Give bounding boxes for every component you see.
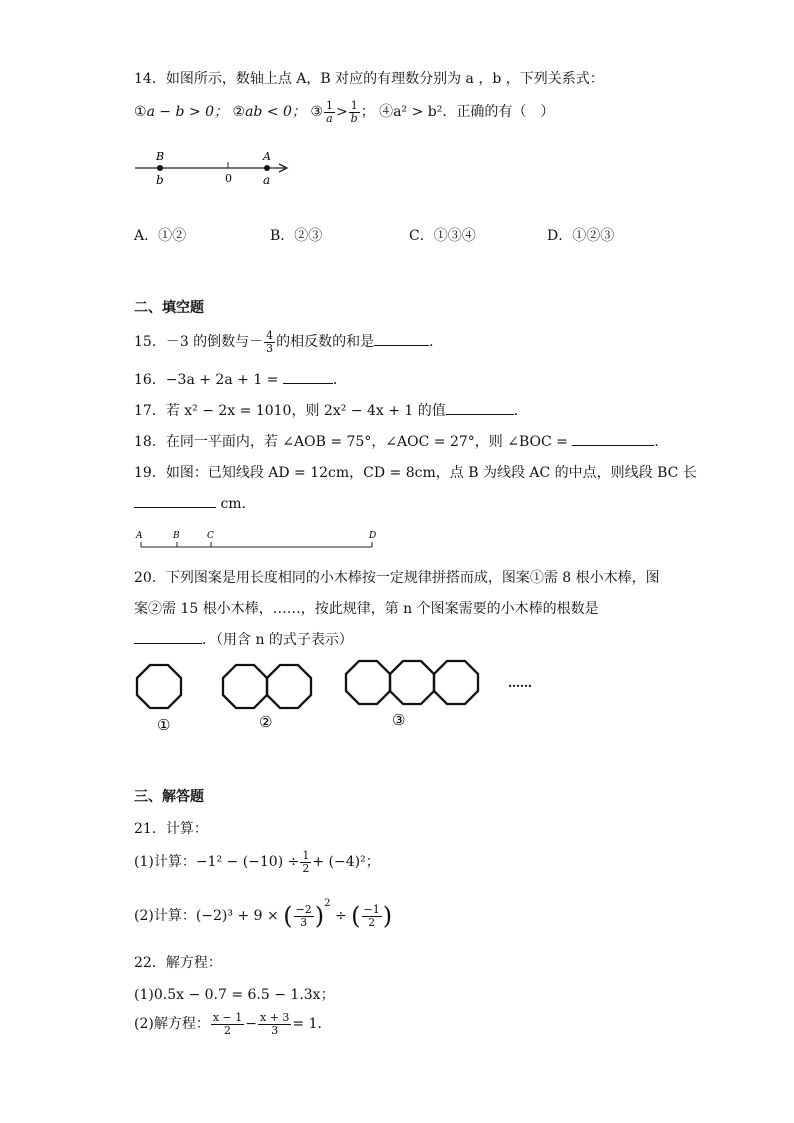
q15-text-a: 15．－3 的倒数与－ <box>134 334 264 351</box>
q16-end: ． <box>332 372 347 388</box>
option-d[interactable]: D．①②③ <box>547 228 615 244</box>
q22-part1: (1)0.5x − 0.7 = 6.5 − 1.3x； <box>134 987 335 1003</box>
q16-text: 16．−3a + 2a + 1 = <box>134 372 279 388</box>
q19-answer-line <box>134 493 256 513</box>
q16-answer-blank[interactable] <box>283 369 333 384</box>
label-seg-A: A <box>136 531 143 541</box>
q22-minus: − <box>245 1016 257 1033</box>
q21-p1-frac: $\frac{1}{2}$ <box>302 849 310 875</box>
q14-cond4: a² > b²．正确的有（ ） <box>393 104 555 121</box>
section-title-solve: 三、解答题 <box>134 789 204 805</box>
q19-answer-blank[interactable] <box>134 493 216 508</box>
point-b-dot <box>157 165 163 171</box>
point-a-dot <box>264 165 270 171</box>
octagon-fig1 <box>137 665 181 708</box>
q15-end: ． <box>429 334 444 351</box>
q21-p1-b: + (−4)²； <box>312 854 380 871</box>
label-b: b <box>156 173 164 187</box>
octagon-fig2-b <box>267 665 311 708</box>
q15 <box>134 330 443 354</box>
circled-2: ② <box>232 104 246 121</box>
q14-gt: > <box>335 104 348 121</box>
q14-cond3-end: ； <box>360 104 375 121</box>
q14-frac-1a: $\frac{1}{a}$ <box>325 99 333 125</box>
q21-p1-a: (1)计算：−1² − (−10) ÷ <box>134 854 300 871</box>
q20-line3-text: ．（用含 n 的式子表示） <box>202 632 353 648</box>
q19-unit: cm． <box>220 496 256 512</box>
number-line-figure <box>130 148 295 190</box>
q22-p2-a: (2)解方程： <box>134 1016 210 1033</box>
q15-frac: $\frac{4}{3}$ <box>266 329 274 355</box>
fig-label-1: ① <box>157 716 171 734</box>
q21-part2: (2)计算：(−2)³ + 9 × ( $\frac{-2}{3}$ )$^2$ ÷ ( $\frac{-1}{2}$ ) <box>134 898 393 930</box>
label-seg-C: C <box>207 531 214 541</box>
octagon-fig3-b <box>390 661 434 704</box>
label-seg-B: B <box>173 531 180 541</box>
q18-end: ． <box>654 434 669 450</box>
q15-answer-blank[interactable] <box>374 331 429 346</box>
q21-p2-frac1: $\frac{-2}{3}$ <box>295 902 312 929</box>
q21-p2-frac2: $\frac{-1}{2}$ <box>363 902 380 929</box>
q14-frac-1b: $\frac{1}{b}$ <box>350 99 358 125</box>
label-B: B <box>156 150 165 163</box>
option-c[interactable]: C．①③④ <box>409 228 476 244</box>
octagon-fig3-c <box>434 661 478 704</box>
section-title-fill-in: 二、填空题 <box>134 300 204 316</box>
q22-intro: 22．解方程： <box>134 955 222 971</box>
circled-3: ③ <box>310 104 323 121</box>
q20-line3 <box>134 629 353 649</box>
q21-p2-a: (2)计算：(−2)³ + 9 × <box>134 908 279 924</box>
pattern-ellipsis: …… <box>508 676 532 690</box>
label-origin: 0 <box>225 172 232 185</box>
q17-text: 17．若 x² − 2x = 1010，则 2x² − 4x + 1 的值 <box>134 403 446 419</box>
q17 <box>134 400 528 420</box>
segment-figure <box>132 528 382 554</box>
fig-label-2: ② <box>259 713 273 731</box>
label-a: a <box>263 173 271 187</box>
q16 <box>134 369 347 389</box>
q21-part1 <box>134 850 380 874</box>
q14-cond1: a − b > 0； <box>146 104 229 121</box>
option-a[interactable]: A．①② <box>134 228 187 244</box>
q18-text: 18．在同一平面内，若 ∠AOB = 75°，∠AOC = 27°，则 ∠BOC = <box>134 434 568 450</box>
q14-stem: 14．如图所示，数轴上点 A，B 对应的有理数分别为 a ，b ，下列关系式： <box>134 71 604 87</box>
q22-frac2: $\frac{x + 3}{3}$ <box>260 1011 290 1037</box>
q18 <box>134 431 668 451</box>
label-seg-D: D <box>369 531 377 541</box>
q14-conditions <box>134 100 554 124</box>
q22-end: = 1． <box>292 1016 332 1033</box>
q19-stem: 19．如图：已知线段 AD = 12cm，CD = 8cm，点 B 为线段 AC 的中点，则线段 BC 长 <box>134 465 697 481</box>
q22-part2 <box>134 1012 332 1036</box>
q21-intro: 21．计算： <box>134 821 208 837</box>
option-b[interactable]: B．②③ <box>270 228 323 244</box>
fig-label-3: ③ <box>392 711 406 729</box>
q20-line1: 20．下列图案是用长度相同的小木棒按一定规律拼搭而成，图案①需 8 根小木棒，图 <box>134 570 660 586</box>
octagon-fig2-a <box>223 665 267 708</box>
circled-1: ① <box>134 104 147 121</box>
q20-line2: 案②需 15 根小木棒，……，按此规律，第 n 个图案需要的小木棒的根数是 <box>134 601 599 617</box>
q22-frac1: $\frac{x - 1}{2}$ <box>212 1011 243 1037</box>
q14-cond2: ab < 0； <box>245 104 306 121</box>
q20-answer-blank[interactable] <box>134 629 202 644</box>
circled-4: ④ <box>379 104 394 121</box>
q17-answer-blank[interactable] <box>446 400 514 415</box>
octagon-pattern-figure <box>130 655 550 737</box>
q17-end: ． <box>513 403 528 419</box>
q21-p2-div: ÷ <box>334 908 347 924</box>
octagon-fig3-a <box>346 661 390 704</box>
q15-text-b: 的相反数的和是 <box>276 334 375 351</box>
q21-p2-square: 2 <box>324 898 331 909</box>
q18-answer-blank[interactable] <box>572 431 654 446</box>
label-A: A <box>263 150 271 163</box>
